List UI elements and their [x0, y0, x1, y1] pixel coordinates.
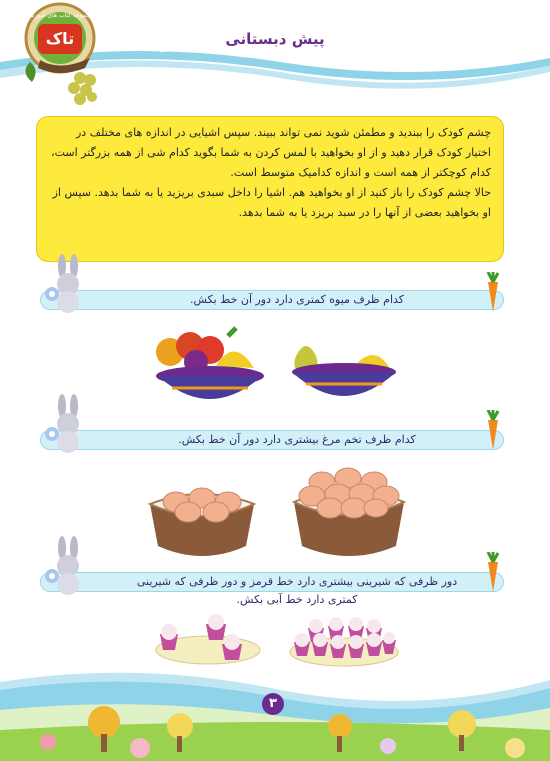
carrot-icon	[482, 410, 504, 452]
egg-basket-many-image	[290, 462, 408, 558]
carrot-icon	[482, 552, 504, 594]
page-header	[0, 0, 550, 110]
page-title: پیش دبستانی	[225, 30, 325, 48]
exercise-3-instruction: دور ظرفی که شیرینی بیشتری دارد خط قرمز و دور ظرفی که شیرینی کمتری دارد خط آبی بکش.	[136, 575, 458, 606]
intro-paragraph-2: حالا چشم کودک را باز کنید از او بخواهید هم. اشیا را داخل سبدی بریزید یا به شما بدهد. سپس از او بخواهید بعضی از آنها را در سبد بریزد یا به شما بدهد.	[52, 186, 491, 219]
page-number: ۳	[262, 693, 284, 715]
rabbit-icon	[40, 254, 96, 314]
exercise-2-instruction-bar	[40, 430, 504, 450]
brand-logo: تاک	[38, 24, 82, 54]
fruit-bowl-full-image	[150, 324, 270, 409]
fruit-bowl-few-image	[288, 336, 400, 408]
exercise-1-instruction-bar	[40, 290, 504, 310]
instructions-box	[36, 116, 504, 262]
cupcake-plate-many-image	[288, 604, 400, 668]
exercise-2-instruction: کدام ظرف تخم مرغ بیشتری دارد دور آن خط بکش.	[178, 433, 416, 446]
carrot-icon	[482, 272, 504, 314]
exercise-3-instruction-bar	[40, 572, 504, 606]
rabbit-icon	[40, 394, 96, 454]
intro-paragraph-1: چشم کودک را ببندید و مطمئن شوید نمی تواند ببیند. سپس اشیایی در اندازه های مختلف در اختیار کودک قرار دهید و از او بخواهید با لمس کردن به شما بگوید کدام شی از همه بزرگتر است، کدام کوچکتر از همه است و اندازه کدامیک متوسط است.	[51, 126, 491, 179]
exercise-1-instruction: کدام ظرف میوه کمتری دارد دور آن خط بکش.	[189, 293, 405, 306]
rabbit-icon	[40, 536, 96, 596]
egg-basket-few-image	[146, 474, 258, 558]
brand-subtitle: مجموعه کتاب های آموزشی	[24, 12, 94, 19]
